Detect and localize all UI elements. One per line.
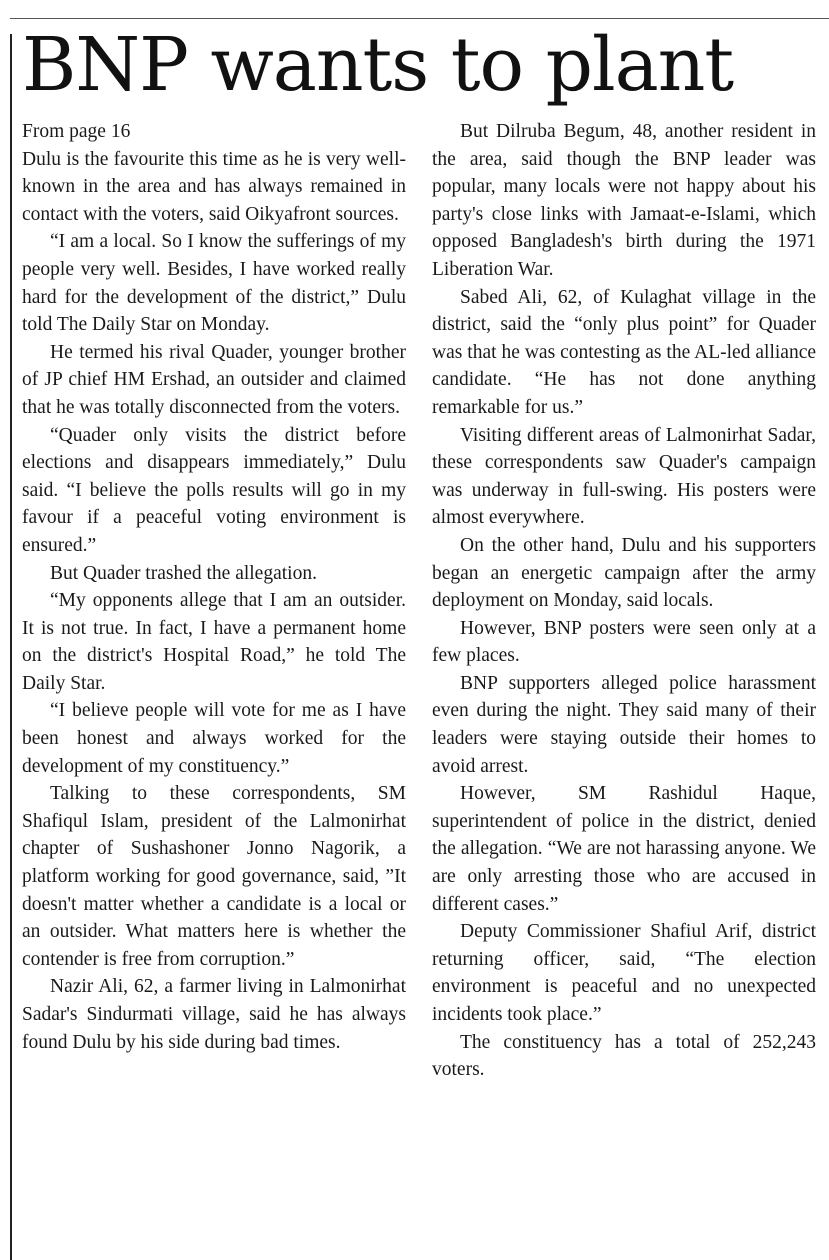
top-rule	[10, 18, 829, 19]
paragraph: Dulu is the favourite this time as he is very well-known in the area and has always remained in contact with the voters, said Oikyafront sources.	[22, 148, 406, 225]
right-column	[432, 118, 816, 1084]
paragraph: Visiting different areas of Lalmonirhat Sadar, these correspondents saw Quader's campaign was underway in full-swing. His posters were almost everywhere.	[432, 424, 816, 529]
paragraph: But Quader trashed the allegation.	[50, 562, 317, 584]
paragraph: He termed his rival Quader, younger brother of JP chief HM Ershad, an outsider and claimed that he was totally disconnected from the voters.	[22, 341, 406, 418]
left-column-rule	[10, 34, 12, 1260]
paragraph: “Quader only visits the district before elections and disappears immediately,” Dulu said. “I believe the polls results will go in my favour if a peaceful voting environment is ensured.”	[22, 424, 406, 556]
paragraph: “My opponents allege that I am an outsider. It is not true. In fact, I have a permanent home on the district's Hospital Road,” he told The Daily Star.	[22, 590, 406, 694]
paragraph: The constituency has a total of 252,243 voters.	[432, 1031, 816, 1081]
paragraph: On the other hand, Dulu and his supporters began an energetic campaign after the army deployment on Monday, said locals.	[432, 534, 816, 612]
paragraph: However, BNP posters were seen only at a few places.	[432, 617, 816, 667]
paragraph: “I am a local. So I know the sufferings of my people very well. Besides, I have worked really hard for the development of the district,” Dulu told The Daily Star on Monday.	[22, 231, 406, 336]
headline: BNP wants to plant	[22, 22, 734, 108]
from-page-label: From page 16	[22, 121, 131, 142]
paragraph: Deputy Commissioner Shafiul Arif, district returning officer, said, “The election environment is peaceful and no unexpected incidents took place.”	[432, 921, 816, 1025]
paragraph: Talking to these correspondents, SM Shafiqul Islam, president of the Lalmonirhat chapter of Sushashoner Jonno Nagorik, a platform working for good governance, said, ”It doesn't matter whether a candidate is a local or an outsider. What matters here is whether the contender is free from corruption.”	[22, 783, 406, 970]
paragraph: However, SM Rashidul Haque, superintendent of police in the district, denied the allegation. “We are not harassing anyone. We are only arresting those who are accused in different cases.”	[432, 783, 816, 915]
left-column	[22, 118, 406, 1056]
paragraph: But Dilruba Begum, 48, another resident in the area, said though the BNP leader was popular, many locals were not happy about his party's close links with Jamaat-e-Islami, which opposed Bangladesh's birth during the 1971 Liberation War.	[432, 121, 816, 280]
paragraph: Nazir Ali, 62, a farmer living in Lalmonirhat Sadar's Sindurmati village, said he has always found Dulu by his side during bad times.	[22, 976, 406, 1053]
paragraph: BNP supporters alleged police harassment even during the night. They said many of their leaders were staying outside their homes to avoid arrest.	[432, 672, 816, 777]
paragraph: “I believe people will vote for me as I have been honest and always worked for the development of my constituency.”	[22, 700, 406, 777]
paragraph: Sabed Ali, 62, of Kulaghat village in the district, said the “only plus point” for Quader was that he was contesting as the AL-led alliance candidate. “He has not done anything remarkable for us.”	[432, 286, 816, 418]
